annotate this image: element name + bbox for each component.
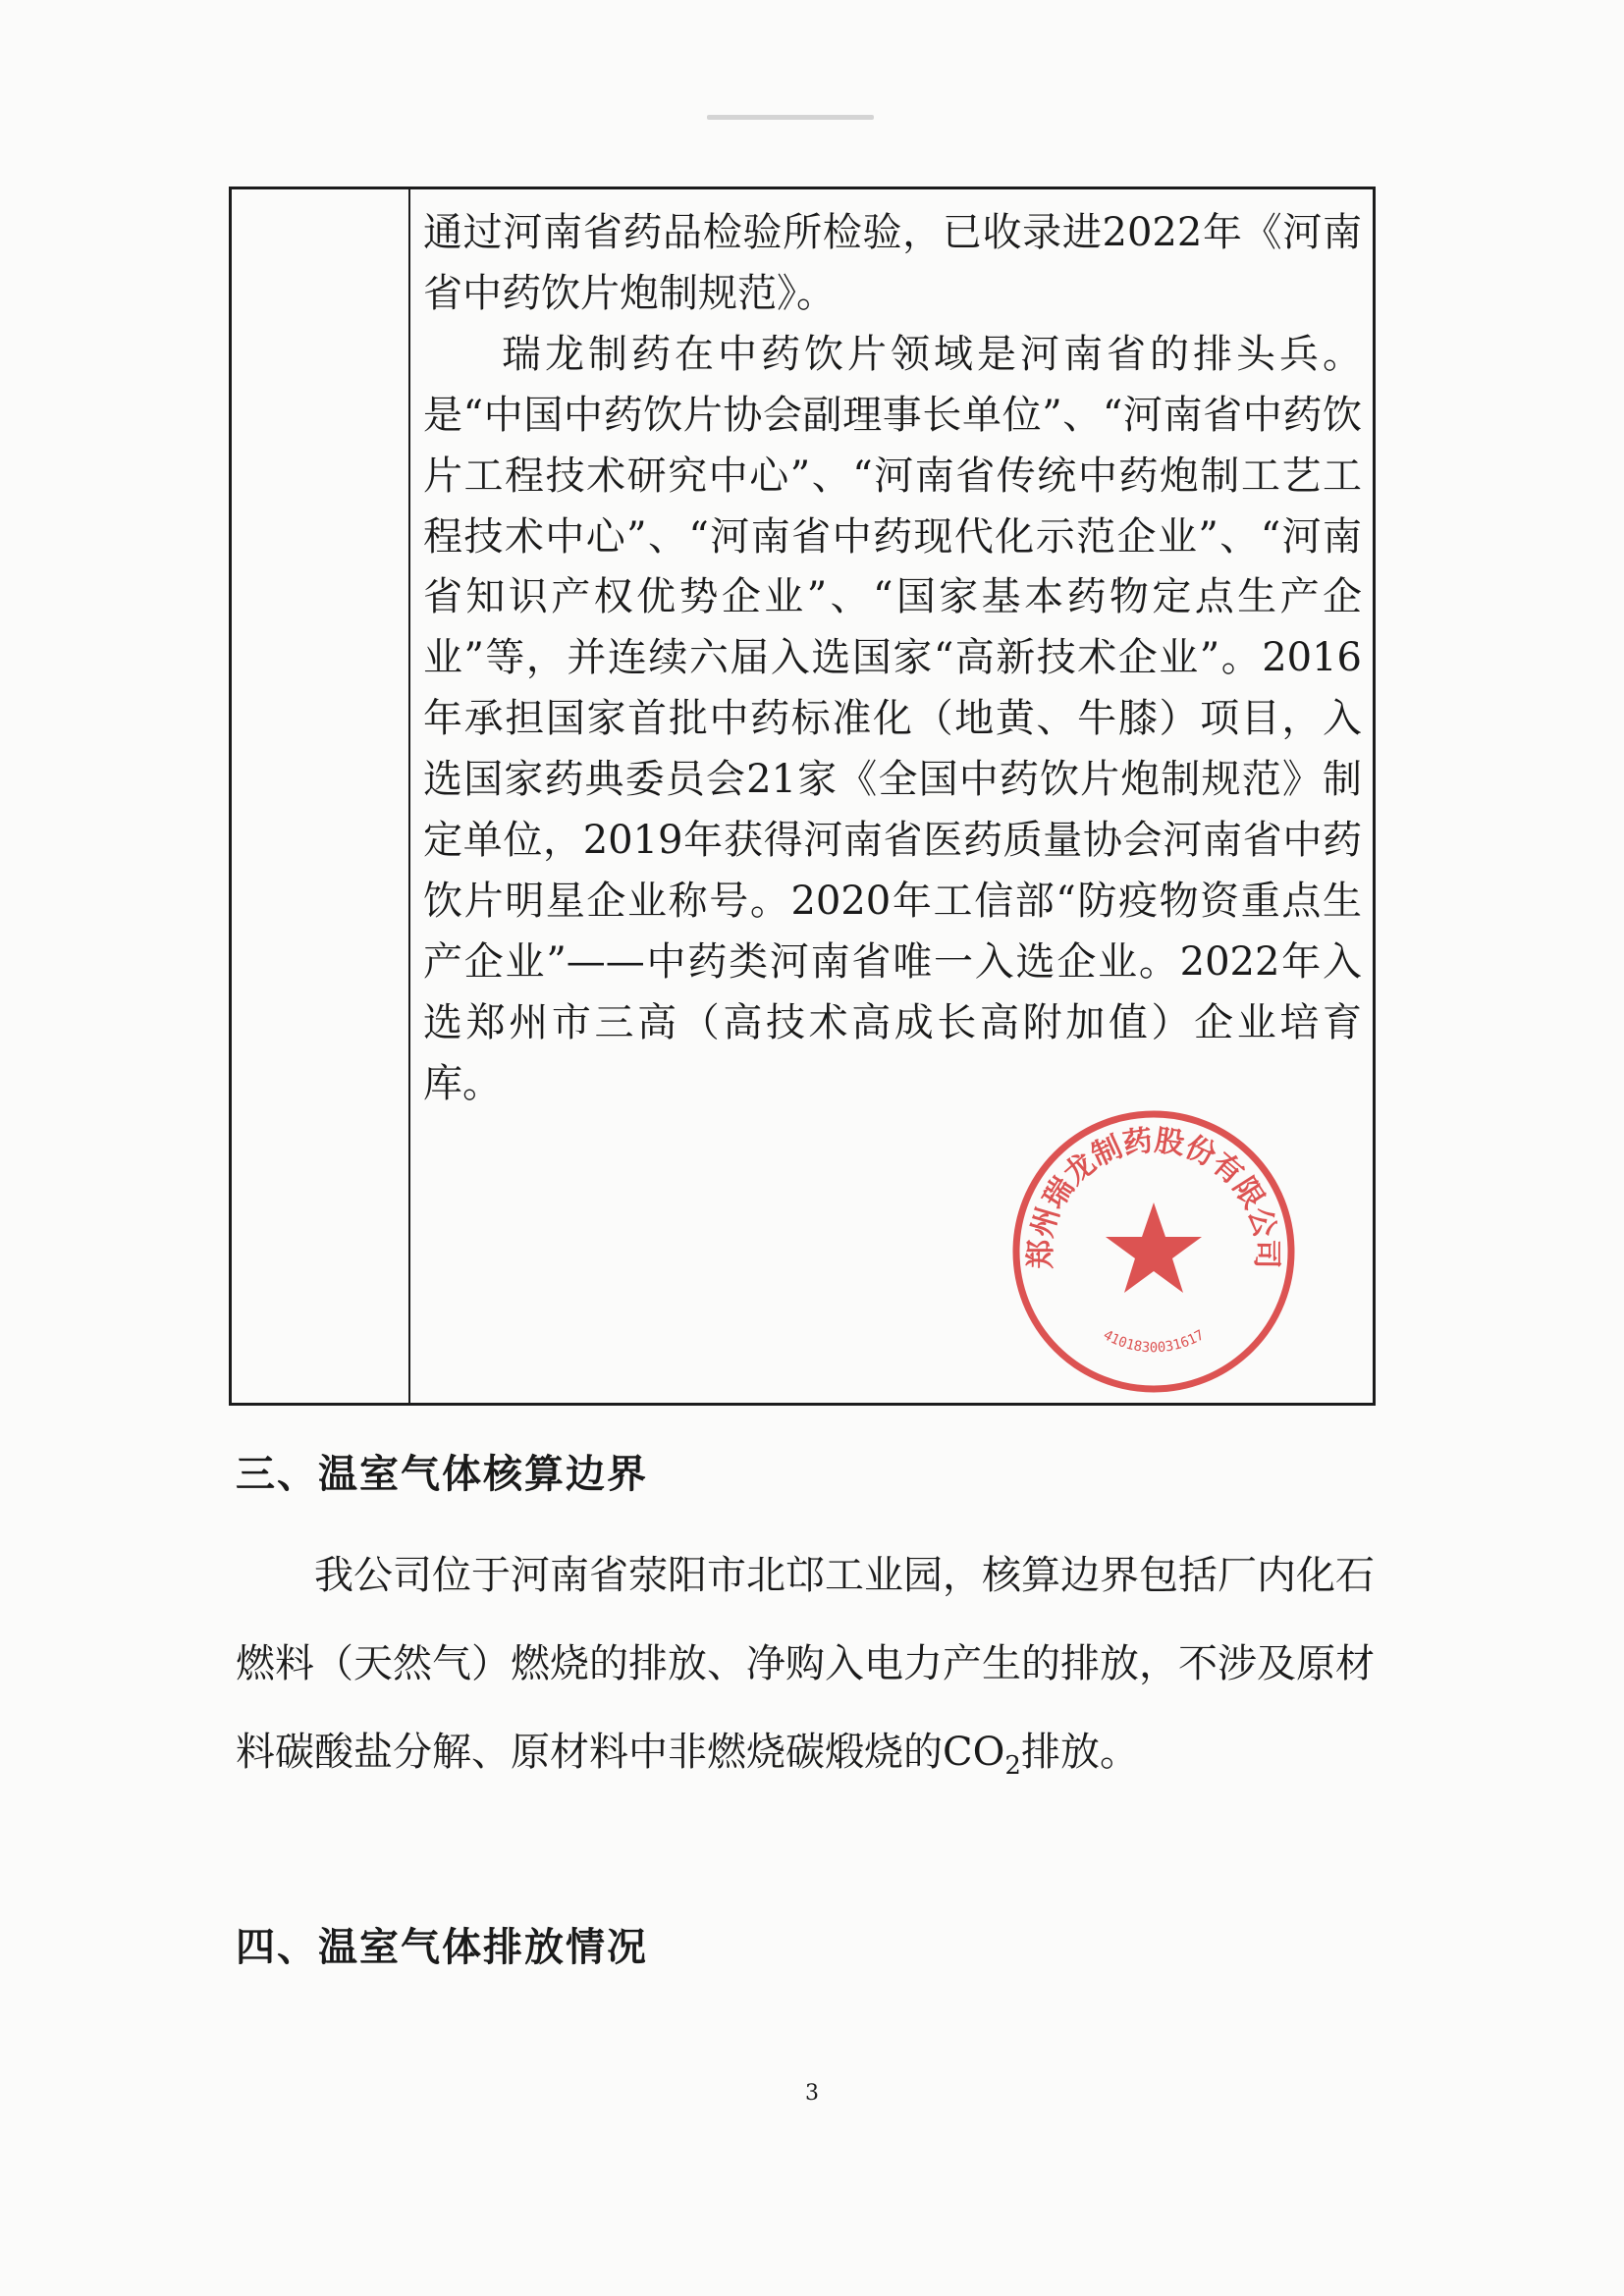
- section-3-body-text: 我公司位于河南省荥阳市北邙工业园，核算边界包括厂内化石燃料（天然气）燃烧的排放、净购入电力产生的排放，不涉及原材料碳酸盐分解、原材料中非燃烧碳煅烧的CO: [236, 1553, 1375, 1775]
- section-3-body: [236, 1531, 1375, 1796]
- page-number: 3: [805, 2081, 819, 2106]
- table-paragraph-1: 通过河南省药品检验所检验，已收录进2022年《河南省中药饮片炮制规范》。: [423, 210, 1362, 316]
- section-3-body-end: 排放。: [1020, 1730, 1139, 1775]
- co2-subscript: 2: [1004, 1751, 1021, 1781]
- table-column-divider: [408, 189, 410, 1403]
- section-3-heading: 三、温室气体核算边界: [236, 1452, 648, 1497]
- table-paragraph-2: 瑞龙制药在中药饮片领域是河南省的排头兵。是“中国中药饮片协会副理事长单位”、“河南省中药饮片工程技术研究中心”、“河南省传统中药炮制工艺工程技术中心”、“河南省中药现代化示范企业”、“河南省知识产权优势企业”、“国家基本药物定点生产企业”等，并连续六届入选国家“高新技术企业”。2016年承担国家首批中药标准化（地黄、牛膝）项目，入选国家药典委员会21家《全国中药饮片炮制规范》制定单位，2019年获得河南省医药质量协会河南省中药饮片明星企业称号。2020年工信部“防疫物资重点生产企业”——中药类河南省唯一入选企业。2022年入选郑州市三高（高技术高成长高附加值）企业培育库。: [423, 331, 1362, 1106]
- table-cell-content: [423, 203, 1362, 1115]
- content-table: [229, 187, 1376, 1406]
- seal-arc-text: 郑州瑞龙制药股份有限公司: [1023, 1123, 1284, 1269]
- seal-code-text: 4101830031617: [1100, 1327, 1208, 1357]
- section-4-heading: 四、温室气体排放情况: [236, 1925, 648, 1970]
- scan-artifact: [707, 115, 874, 120]
